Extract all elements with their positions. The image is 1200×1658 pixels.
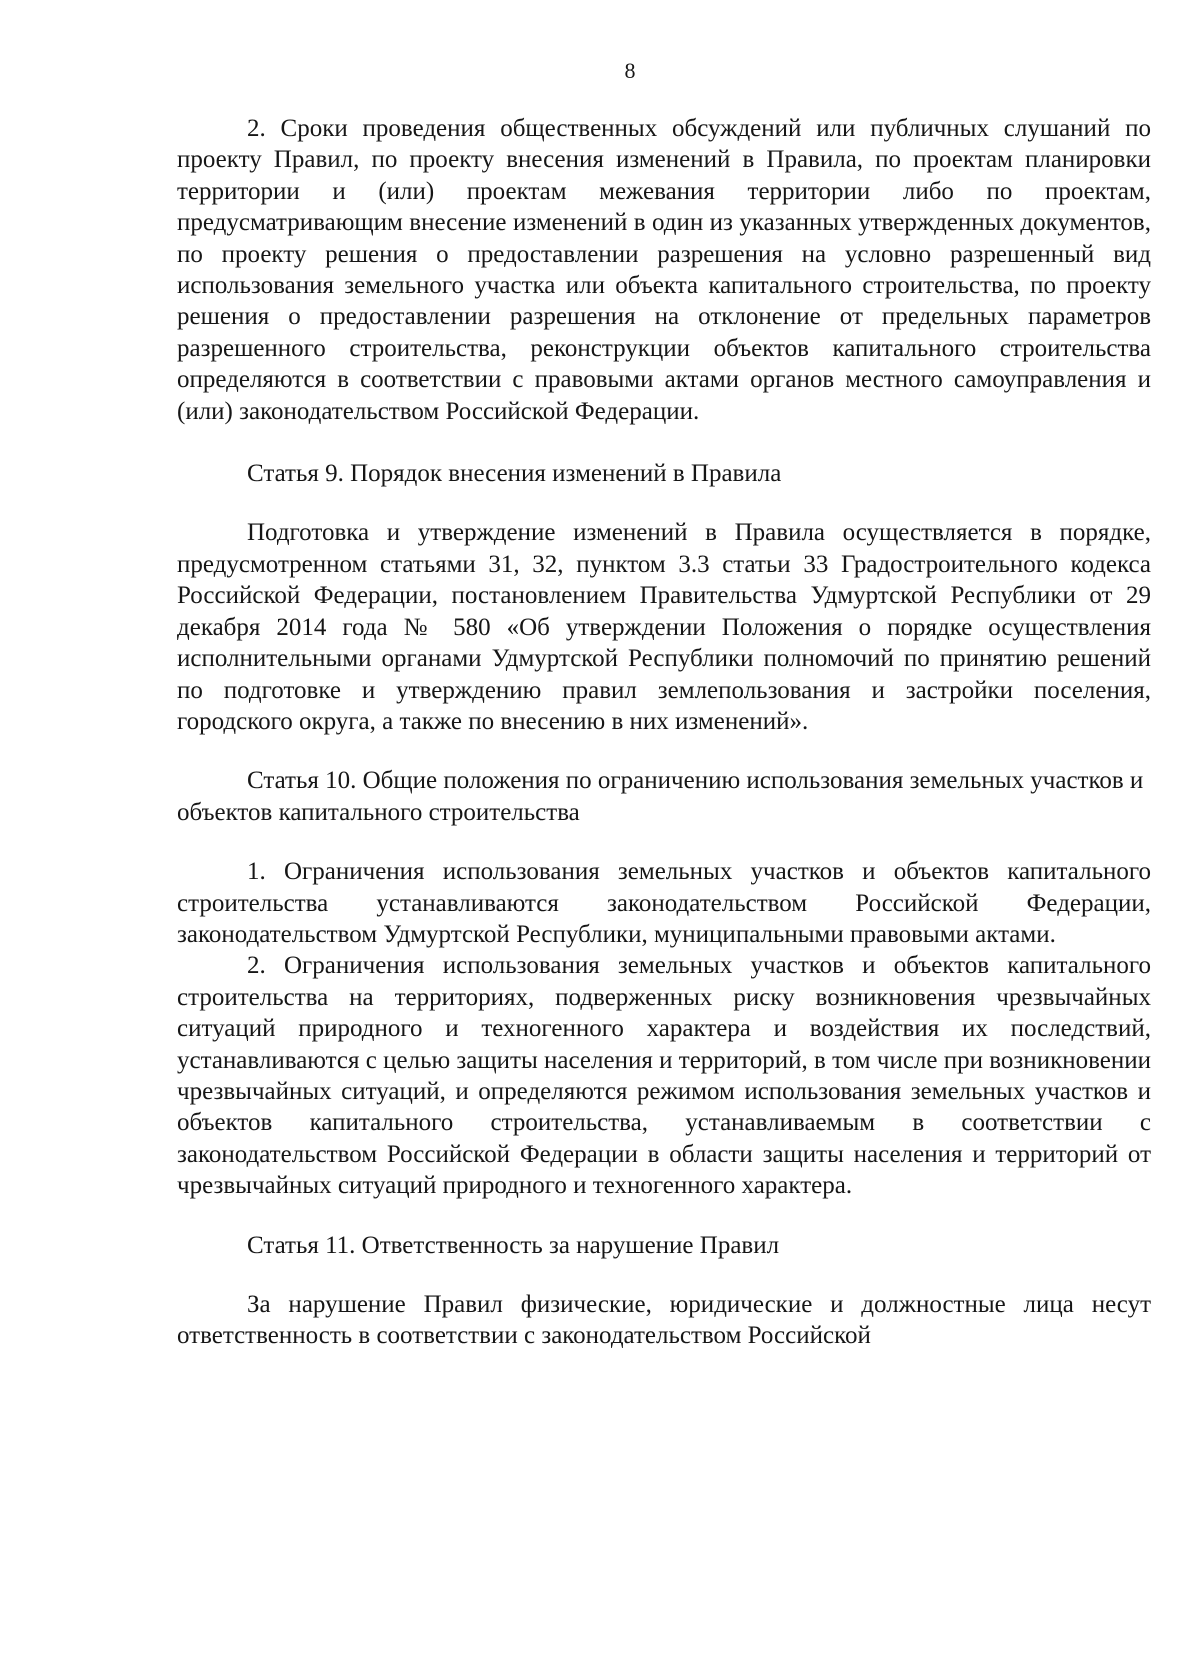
paragraph-article-9: Подготовка и утверждение изменений в Правила осуществляется в порядке, предусмотренном статьями 31, 32, пунктом 3.3 статьи 33 Градостроительного кодекса Российской Федерации, постановлением Правительства Удмуртской Республики от 29 декабря 2014 года № 580 «Об утверждении Положения о порядке осуществления исполнительными органами Удмуртской Республики полномочий по принятию решений по подготовке и утверждению правил землепользования и застройки поселения, городского округа, а также по внесению в них изменений». — [177, 519, 1151, 735]
paragraph-article-11: За нарушение Правил физические, юридические и должностные лица несут ответственность в соответствии с законодательством Российской — [177, 1291, 1151, 1350]
paragraph-hearing-terms: 2. Сроки проведения общественных обсуждений или публичных слушаний по проекту Правил, по проекту внесения изменений в Правила, по проектам планировки территории и (или) проектам межевания территории либо по проектам, предусматривающим внесение изменений в один из указанных утвержденных документов, по проекту решения о предоставлении разрешения на условно разрешенный вид использования земельного участка или объекта капитального строительства, по проекту решения о предоставлении разрешения на отклонение от предельных параметров разрешенного строительства, реконструкции объектов капитального строительства определяются в соответствии с правовыми актами органов местного самоуправления и (или) законодательством Российской Федерации. — [177, 115, 1151, 425]
article-9-heading: Статья 9. Порядок внесения изменений в Правила — [247, 460, 782, 488]
paragraph-article-10-item-2: 2. Ограничения использования земельных участков и объектов капитального строительства на территориях, подверженных риску возникновения чрезвычайных ситуаций природного и техногенного характера и воздействия их последствий, устанавливаются с целью защиты населения и территорий, в том числе при возникновении чрезвычайных ситуаций, и определяются режимом использования земельных участков и объектов капитального строительства, устанавливаемым в соответствии с законодательством Российской Федерации в области защиты населения и территорий от чрезвычайных ситуаций природного и техногенного характера. — [177, 952, 1151, 1200]
article-10-heading: Статья 10. Общие положения по ограничению использования земельных участков и объектов капитального строительства — [177, 767, 1144, 826]
paragraph-article-10-item-1: 1. Ограничения использования земельных участков и объектов капитального строительства устанавливаются законодательством Российской Федерации, законодательством Удмуртской Республики, муниципальными правовыми актами. — [177, 858, 1151, 948]
page-number: 8 — [624, 58, 636, 83]
document-body — [177, 113, 1151, 1352]
article-11-heading: Статья 11. Ответственность за нарушение Правил — [247, 1231, 780, 1259]
